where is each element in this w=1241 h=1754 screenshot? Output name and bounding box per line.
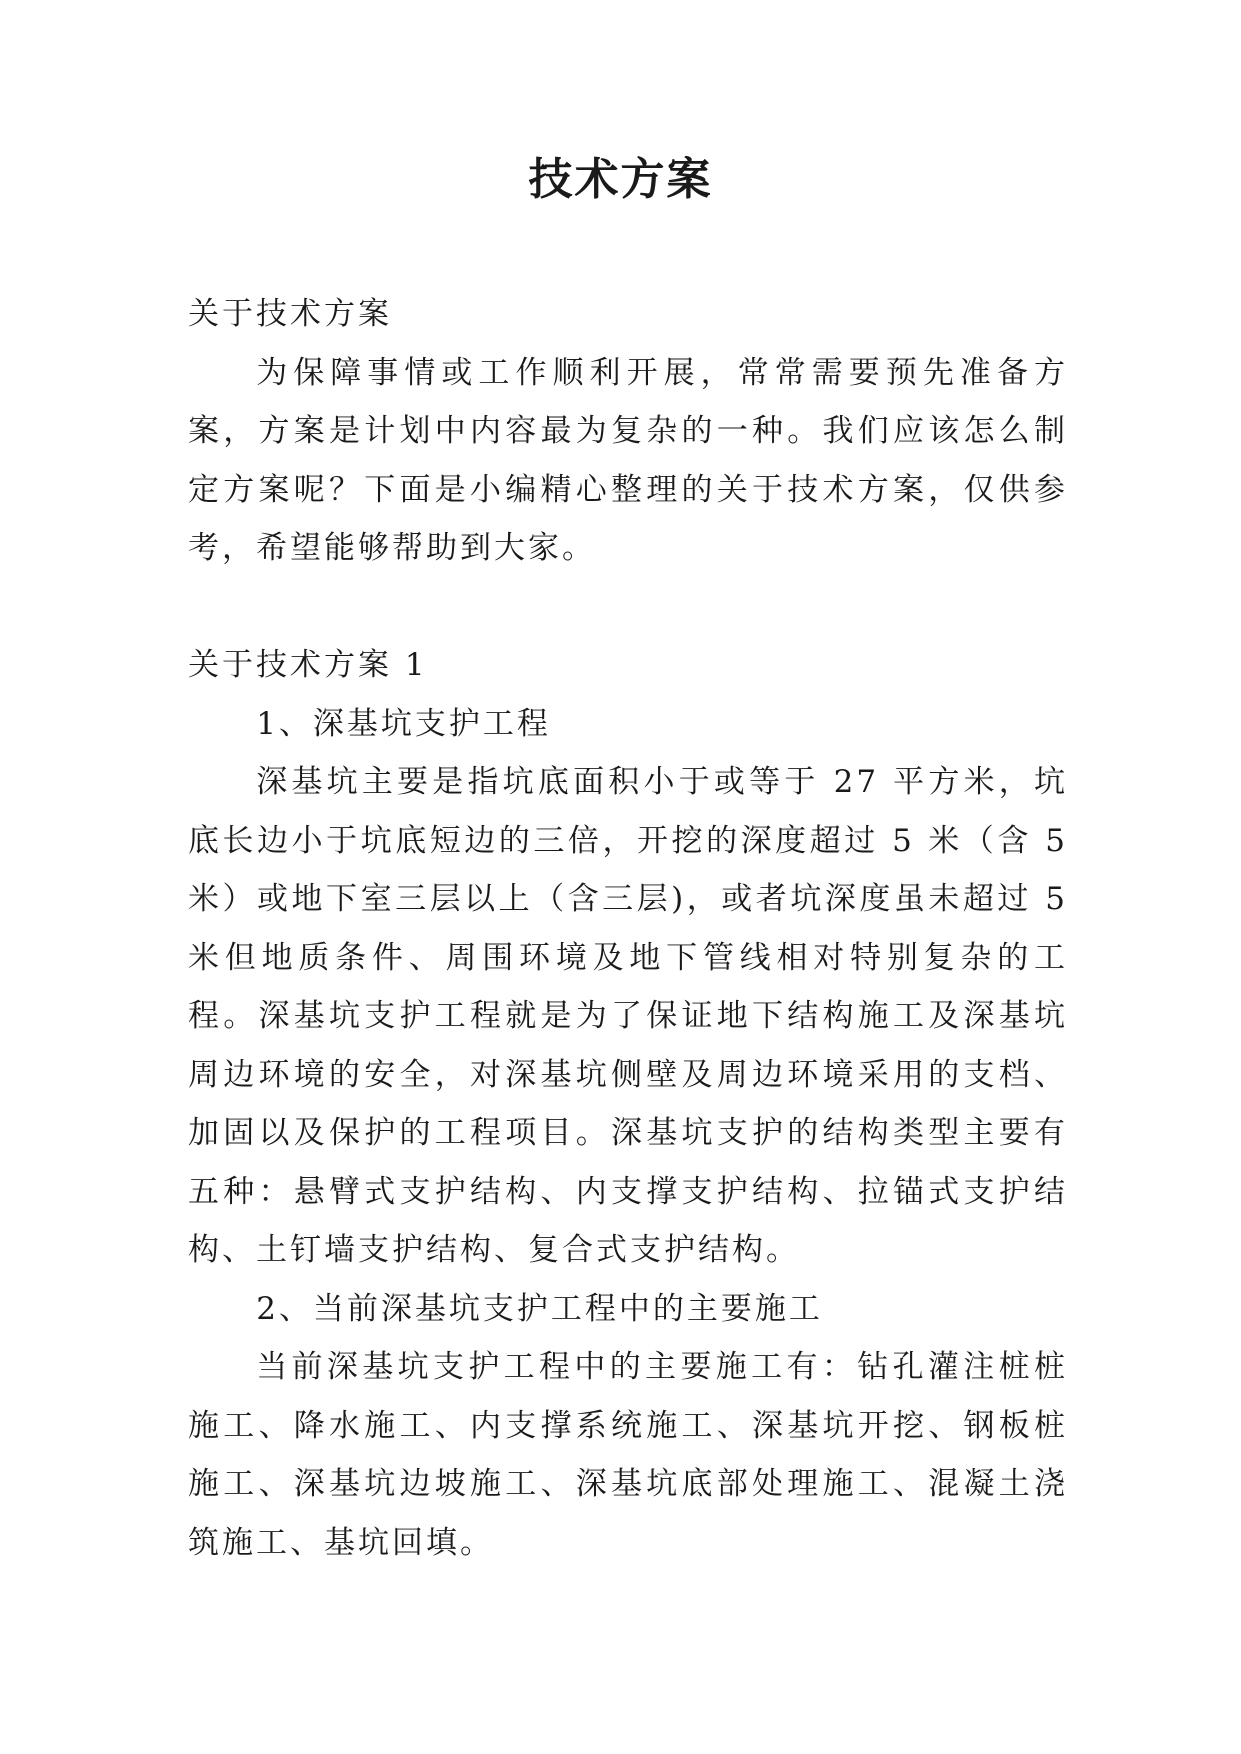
intro-heading: 关于技术方案	[188, 296, 392, 332]
item-paragraph-1: 深基坑主要是指坑底面积小于或等于 27 平方米，坑底长边小于坑底短边的三倍，开挖的深度超过 5 米（含 5 米）或地下室三层以上（含三层)，或者坑深度虽未超过 5 米但地质条件、周围环境及地下管线相对特别复杂的工程。深基坑支护工程就是为了保证地下结构施工及深基坑周边环境的安全，对深基坑侧壁及周边环境采用的支档、加固以及保护的工程项目。深基坑支护的结构类型主要有五种：悬臂式支护结构、内支撑支护结构、拉锚式支护结构、土钉墙支护结构、复合式支护结构。	[188, 764, 1068, 1268]
document-title: 技术方案	[528, 154, 713, 205]
section-spacer	[188, 578, 1068, 637]
item-paragraph-2: 当前深基坑支护工程中的主要施工有：钻孔灌注桩桩施工、降水施工、内支撑系统施工、深基坑开挖、钢板桩施工、深基坑边坡施工、深基坑底部处理施工、混凝土浇筑施工、基坑回填。	[188, 1349, 1068, 1561]
item-heading-2: 2、当前深基坑支护工程中的主要施工	[256, 1290, 823, 1327]
item-heading-1: 1、深基坑支护工程	[256, 705, 551, 742]
section-heading: 关于技术方案 1	[188, 647, 428, 683]
document-body	[188, 285, 1068, 1572]
intro-paragraph: 为保障事情或工作顺利开展，常常需要预先准备方案，方案是计划中内容最为复杂的一种。我们应该怎么制定方案呢？下面是小编精心整理的关于技术方案，仅供参考，希望能够帮助到大家。	[188, 354, 1068, 566]
